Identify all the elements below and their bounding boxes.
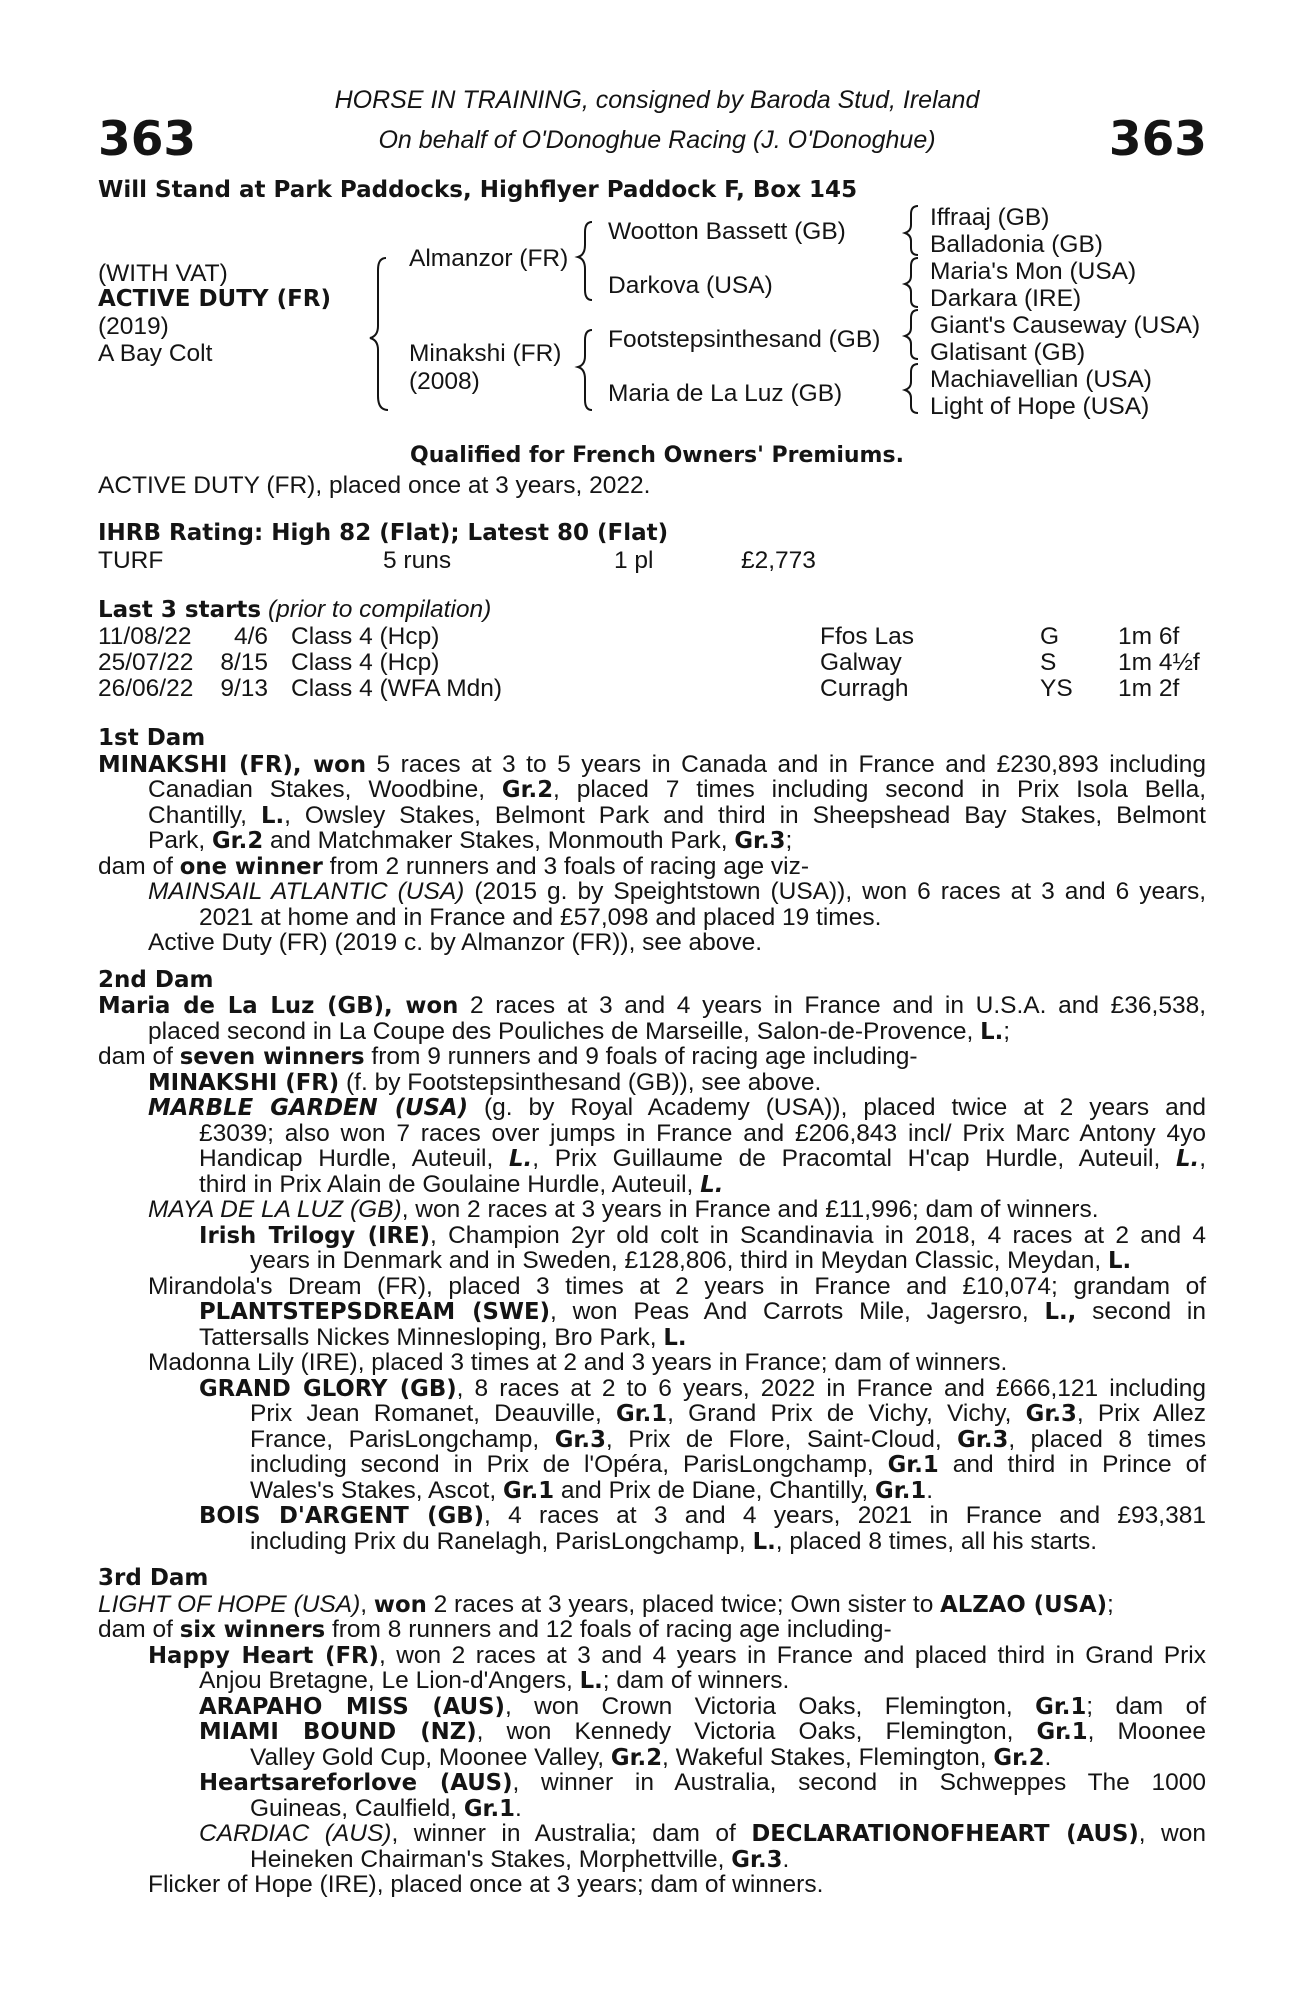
dam-name: MINAKSHI (FR): [98, 751, 293, 778]
grade: Gr.3: [1025, 1401, 1077, 1427]
race-class: Class 4 (Hcp): [291, 649, 440, 676]
produce-name: PLANTSTEPSDREAM (SWE): [199, 1299, 550, 1325]
third-dam-line: [98, 1847, 1206, 1873]
race-class: Class 4 (WFA Mdn): [291, 675, 503, 702]
race-going: YS: [1040, 675, 1073, 702]
produce-name: MAINSAIL ATLANTIC (USA): [148, 878, 465, 905]
race-position: 9/13: [220, 675, 268, 702]
text: dam of: [98, 852, 180, 880]
race-record-summary: ACTIVE DUTY (FR), placed once at 3 years, 2022.: [98, 472, 651, 499]
text: 2 races at 3 and 4 years in France and in U.S.A. and £36,538,: [458, 992, 1207, 1019]
second-dam-line: [98, 1299, 1206, 1325]
consignor-line: HORSE IN TRAINING, consigned by Baroda Stud, Ireland: [334, 86, 980, 114]
second-dam-line: Madonna Lily (IRE), placed 3 times at 2 and 3 years in France; dam of winners.: [148, 1349, 1008, 1376]
third-dam-heading: 3rd Dam: [98, 1565, 209, 1591]
text: , winner in Australia, second in Schweppes The 1000: [512, 1769, 1206, 1796]
text: second in: [1076, 1298, 1206, 1325]
ihrb-rating: IHRB Rating: High 82 (Flat); Latest 80 (Flat): [98, 520, 669, 546]
grade: L.: [752, 1528, 776, 1555]
grade: Gr.2: [993, 1744, 1045, 1771]
grade: Gr.1: [1035, 1693, 1087, 1720]
second-dam-line: [98, 1172, 1206, 1198]
second-dam-line: [98, 1248, 1206, 1274]
grade: L.: [700, 1171, 724, 1198]
text: Prix Jean Romanet, Deauville,: [250, 1400, 616, 1427]
text: , placed 8 times: [1008, 1425, 1207, 1453]
text: , Prix Allez: [1076, 1400, 1206, 1427]
sibling-name: ALZAO (USA): [940, 1591, 1107, 1618]
sire: Almanzor (FR): [409, 245, 569, 272]
text: , Prix de Flore, Saint-Cloud,: [605, 1425, 958, 1453]
second-dam-line: [98, 1452, 1206, 1478]
runs: 5 runs: [383, 547, 452, 574]
grade: Gr.3: [731, 1846, 783, 1873]
produce-name: Happy Heart (FR): [148, 1642, 379, 1669]
grade: Gr.1: [502, 1477, 555, 1504]
great-grandparent: Maria's Mon (USA): [930, 258, 1137, 285]
race-class: Class 4 (Hcp): [291, 623, 440, 650]
start-row: [0, 649, 1314, 675]
start-row: [0, 623, 1314, 649]
produce-name: MAYA DE LA LUZ (GB): [148, 1196, 402, 1223]
text: ; dam of winners.: [602, 1667, 790, 1694]
horse-name: ACTIVE DUTY (FR): [98, 286, 332, 312]
great-grandparent: Giant's Causeway (USA): [930, 312, 1201, 339]
text: ;: [785, 827, 793, 854]
text: , Owsley Stakes, Belmont Park and third in Sheepshead Bay Stakes, Belmont: [284, 801, 1206, 829]
second-dam-line: [98, 1070, 1206, 1096]
race-going: G: [1040, 623, 1060, 650]
text: , won Crown Victoria Oaks, Flemington,: [504, 1692, 1036, 1720]
second-dam-line: [98, 1223, 1206, 1249]
lot-number-right: 363: [1108, 112, 1207, 167]
stand-location: Will Stand at Park Paddocks, Highflyer Paddock F, Box 145: [98, 177, 858, 203]
winners-count: seven winners: [179, 1044, 365, 1070]
text: ;: [1107, 1590, 1114, 1618]
last-starts-title: Last 3 starts: [98, 597, 262, 623]
text: , won 2 races at 3 years in France and £11,996; dam of winners.: [401, 1196, 1099, 1223]
text: , Prix Guillaume de Pracomtal H'cap Hurdle, Auteuil,: [532, 1145, 1177, 1172]
text: and Prix de Diane, Chantilly,: [554, 1476, 876, 1504]
grade: L.: [509, 1146, 533, 1172]
text: third in Prix Alain de Goulaine Hurdle, Auteuil,: [199, 1170, 701, 1198]
grade: Gr.3: [554, 1426, 606, 1453]
text: dam of: [98, 1616, 180, 1643]
text: Valley Gold Cup, Moonee Valley,: [250, 1743, 611, 1771]
text: ,: [1199, 1145, 1206, 1172]
dam-sections: [98, 726, 1206, 1898]
grade: Gr.2: [501, 777, 554, 803]
grade: L.: [980, 1018, 1004, 1045]
produce-name: MIAMI BOUND (NZ): [199, 1719, 477, 1745]
text: (g. by Royal Academy (USA)), placed twice at 2 years and: [468, 1094, 1206, 1121]
text: Tattersalls Nickes Minnesloping, Bro Park,: [199, 1323, 664, 1351]
text: , Moonee: [1087, 1718, 1207, 1745]
won-label: , won: [383, 993, 459, 1019]
text: including Prix du Ranelagh, ParisLongchamp,: [250, 1527, 753, 1555]
dam-name: Maria de La Luz (GB): [98, 993, 384, 1019]
text: , Wakeful Stakes, Flemington,: [662, 1743, 994, 1771]
second-dam-line: Mirandola's Dream (FR), placed 3 times at 2 years in France and £10,074; grandam of: [148, 1272, 1206, 1300]
grade: Gr.1: [615, 1401, 668, 1427]
text: (f. by Footstepsinthesand (GB)), see above.: [339, 1068, 822, 1096]
grade: Gr.2: [610, 1744, 663, 1771]
text: ,: [360, 1590, 374, 1618]
horse-description: A Bay Colt: [98, 340, 213, 367]
text: France, ParisLongchamp,: [250, 1425, 555, 1453]
great-grandparent: Machiavellian (USA): [930, 366, 1152, 393]
text: from 2 runners and 3 foals of racing age viz-: [322, 852, 810, 880]
third-dam-line: [98, 1668, 1206, 1694]
text: years in Denmark and in Sweden, £128,806, third in Meydan Classic, Meydan,: [250, 1247, 1108, 1274]
second-dam-line: [98, 1146, 1206, 1172]
text: , won 2 races at 3 and 4 years in France and placed third in Grand Prix: [378, 1641, 1207, 1669]
text: including second in Prix de l'Opéra, ParisLongchamp,: [250, 1451, 888, 1478]
grade: Gr.1: [1036, 1719, 1088, 1745]
second-dam-line: [98, 1197, 1206, 1223]
third-dam-line: [98, 1770, 1206, 1796]
vat-note: (WITH VAT): [98, 260, 228, 287]
grade: L.: [1176, 1146, 1200, 1172]
grade: Gr.3: [957, 1426, 1009, 1453]
second-dam-line: [98, 1325, 1206, 1351]
race-course: Ffos Las: [820, 623, 914, 650]
race-date: 25/07/22: [98, 649, 194, 676]
grade: Gr.2: [212, 828, 264, 854]
ihrb-turf-record: [0, 547, 1314, 575]
text: , 8 races at 2 to 6 years, 2022 in France and £666,121 including: [456, 1374, 1206, 1402]
produce-name: DECLARATIONOFHEART (AUS): [751, 1821, 1139, 1847]
premiums-note: Qualified for French Owners' Premiums.: [410, 443, 904, 468]
start-row: [0, 675, 1314, 701]
second-dam-line: [98, 1095, 1206, 1121]
dam: Minakshi (FR): [409, 340, 562, 367]
grade: L.: [1107, 1248, 1132, 1274]
third-dam-line: [98, 1821, 1206, 1847]
text: from 9 runners and 9 foals of racing age including-: [364, 1043, 918, 1070]
text: , won Peas And Carrots Mile, Jagersro,: [549, 1298, 1045, 1325]
second-dam-line: [98, 1044, 1206, 1070]
dam-year: (2008): [409, 368, 480, 395]
second-dam-line: [98, 1401, 1206, 1427]
race-position: 8/15: [220, 649, 268, 676]
horse-year: (2019): [98, 313, 169, 340]
race-position: 4/6: [233, 623, 268, 650]
third-dam-line: [98, 1643, 1206, 1669]
third-dam-line: [98, 1796, 1206, 1822]
race-date: 26/06/22: [98, 675, 194, 702]
third-dam-line: Flicker of Hope (IRE), placed once at 3 years; dam of winners.: [148, 1871, 824, 1898]
won-label: won: [373, 1591, 427, 1618]
text: Chantilly,: [148, 801, 261, 829]
text: .: [514, 1794, 522, 1822]
text: Heineken Chairman's Stakes, Morphettville,: [250, 1845, 732, 1873]
first-dam-line: [98, 854, 1206, 880]
pedigree-braces: [0, 0, 1314, 420]
dams-sire: Footstepsinthesand (GB): [608, 326, 881, 353]
text: , Champion 2yr old colt in Scandinavia in 2018, 4 races at 2 and 4: [430, 1221, 1206, 1249]
race-date: 11/08/22: [98, 623, 192, 650]
first-dam-heading: 1st Dam: [98, 725, 206, 751]
text: .: [926, 1476, 934, 1504]
surface: TURF: [98, 547, 164, 574]
second-dam-line: [98, 993, 1206, 1019]
sires-sire: Wootton Bassett (GB): [608, 218, 846, 245]
produce-name: BOIS D'ARGENT (GB): [199, 1503, 485, 1529]
grade: L.,: [1044, 1299, 1077, 1325]
third-dam-line: [98, 1592, 1206, 1618]
race-course: Galway: [820, 649, 902, 676]
text: ;: [1003, 1017, 1011, 1045]
race-distance: 1m 4½f: [1118, 649, 1200, 676]
text: .: [1044, 1743, 1052, 1771]
second-dam-line: [98, 1503, 1206, 1529]
third-dam-line: [98, 1719, 1206, 1745]
text: dam of: [98, 1043, 180, 1070]
grade: L.: [260, 802, 285, 829]
second-dam-line: [98, 1529, 1206, 1555]
earnings: £2,773: [741, 547, 816, 574]
grade: Gr.1: [875, 1477, 927, 1504]
first-dam-line: 2021 at home and in France and £57,098 and placed 19 times.: [199, 903, 882, 931]
race-distance: 1m 6f: [1118, 623, 1180, 650]
grade: Gr.1: [887, 1452, 939, 1478]
text: , placed 8 times, all his starts.: [775, 1527, 1098, 1555]
dams-dam: Maria de La Luz (GB): [608, 380, 843, 407]
third-dam-line: [98, 1617, 1206, 1643]
text: Guineas, Caulfield,: [250, 1794, 464, 1822]
grade: Gr.3: [734, 828, 786, 854]
produce-name: MARBLE GARDEN (USA): [148, 1095, 469, 1121]
second-dam-line: £3039; also won 7 races over jumps in France and £206,843 incl/ Prix Marc Antony 4yo: [199, 1119, 1206, 1147]
produce-name: Heartsareforlove (AUS): [199, 1770, 513, 1796]
text: ; dam of: [1086, 1692, 1206, 1720]
second-dam-line: [98, 1427, 1206, 1453]
great-grandparent: Balladonia (GB): [930, 231, 1103, 258]
text: and third in Prince of: [938, 1451, 1206, 1478]
great-grandparent: Iffraaj (GB): [930, 204, 1050, 231]
text: Park,: [148, 827, 212, 854]
second-dam-line: [98, 1478, 1206, 1504]
text: from 8 runners and 12 foals of racing age including-: [325, 1616, 892, 1643]
last-starts-note: (prior to compilation): [267, 596, 492, 623]
second-dam-line: [98, 1019, 1206, 1045]
great-grandparent: Light of Hope (USA): [930, 393, 1150, 420]
text: (2015 g. by Speightstown (USA)), won 6 races at 3 and 6 years,: [464, 878, 1206, 905]
winners-count: six winners: [179, 1617, 326, 1643]
second-dam-heading: 2nd Dam: [98, 966, 214, 993]
text: Anjou Bretagne, Le Lion-d'Angers,: [199, 1667, 580, 1694]
dam-name: LIGHT OF HOPE (USA): [98, 1590, 361, 1618]
first-dam-line: [98, 752, 1206, 778]
produce-name: Irish Trilogy (IRE): [199, 1222, 431, 1249]
text: .: [782, 1845, 790, 1873]
text: Wales's Stakes, Ascot,: [250, 1476, 503, 1504]
first-dam-line: [98, 777, 1206, 803]
winners-count: one winner: [179, 853, 323, 880]
lot-number-left: 363: [98, 112, 197, 167]
second-dam-line: [98, 1376, 1206, 1402]
first-dam-line: Active Duty (FR) (2019 c. by Almanzor (FR)), see above.: [148, 929, 763, 956]
text: , placed 7 times including second in Prix Isola Bella,: [553, 776, 1206, 803]
first-dam-line: [98, 828, 1206, 854]
produce-name: ARAPAHO MISS (AUS): [199, 1693, 505, 1720]
produce-name: CARDIAC (AUS): [199, 1820, 392, 1847]
won-label: , won: [292, 751, 367, 778]
produce-name: MINAKSHI (FR): [148, 1069, 340, 1096]
first-dam-line: [98, 879, 1206, 905]
text: , won: [1138, 1820, 1207, 1847]
placings: 1 pl: [614, 547, 654, 574]
text: and Matchmaker Stakes, Monmouth Park,: [263, 827, 735, 854]
race-course: Curragh: [820, 675, 909, 702]
third-dam-line: [98, 1694, 1206, 1720]
text: 5 races at 3 to 5 years in Canada and in France and £230,893 including: [366, 750, 1206, 778]
third-dam-line: [98, 1745, 1206, 1771]
text: , winner in Australia; dam of: [391, 1820, 752, 1847]
text: 2 races at 3 years, placed twice; Own sister to: [426, 1590, 941, 1618]
text: , Grand Prix de Vichy, Vichy,: [667, 1400, 1026, 1427]
text: , won Kennedy Victoria Oaks, Flemington,: [476, 1718, 1037, 1745]
race-going: S: [1040, 649, 1057, 676]
great-grandparent: Darkara (IRE): [930, 285, 1082, 312]
text: , 4 races at 3 and 4 years, 2021 in France and £93,381: [484, 1502, 1206, 1529]
grade: L.: [663, 1324, 687, 1351]
great-grandparent: Glatisant (GB): [930, 339, 1086, 366]
last-starts-heading: [98, 596, 491, 624]
sires-dam: Darkova (USA): [608, 272, 773, 299]
race-distance: 1m 2f: [1118, 675, 1180, 702]
grade: Gr.1: [463, 1795, 515, 1822]
text: Handicap Hurdle, Auteuil,: [199, 1145, 510, 1172]
grade: L.: [579, 1668, 603, 1694]
produce-name: GRAND GLORY (GB): [199, 1375, 457, 1402]
text: placed second in La Coupe des Pouliches de Marseille, Salon-de-Provence,: [148, 1017, 981, 1045]
vendor-line: On behalf of O'Donoghue Racing (J. O'Donoghue): [378, 126, 936, 154]
text: Canadian Stakes, Woodbine,: [148, 776, 502, 803]
first-dam-line: [98, 803, 1206, 829]
